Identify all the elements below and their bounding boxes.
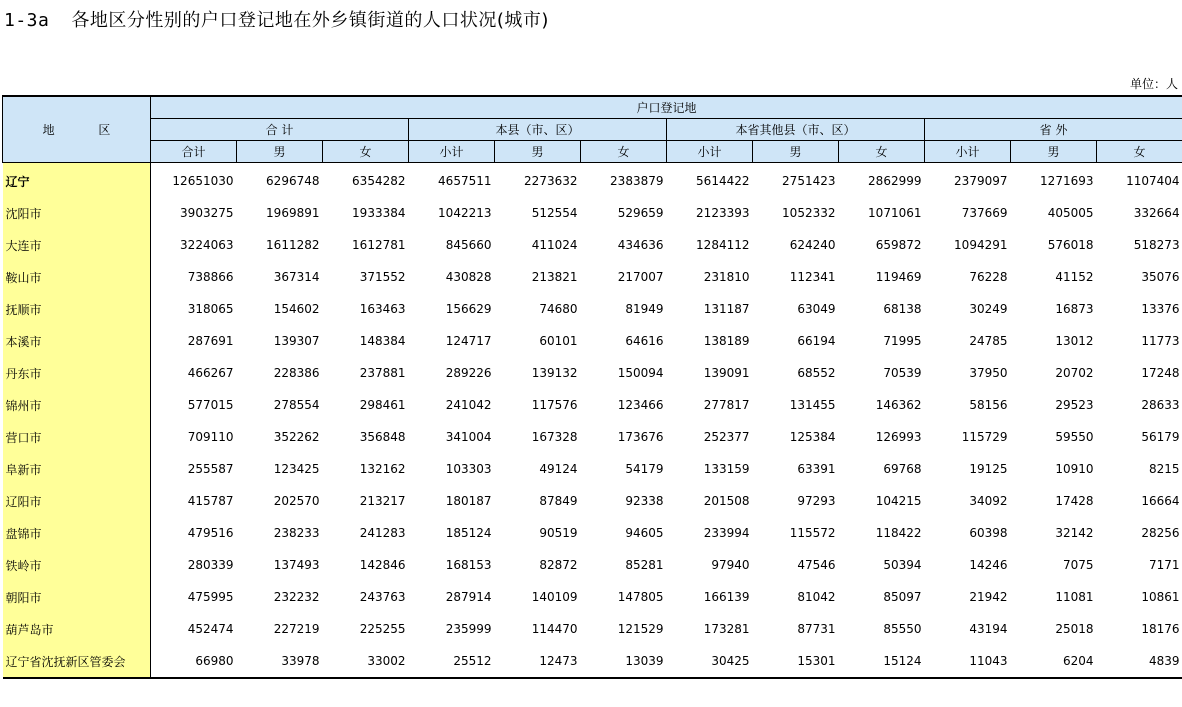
- value-cell: 69768: [883, 462, 922, 476]
- value-cell: 518273: [1133, 238, 1180, 252]
- value-cell: 1933384: [352, 206, 406, 220]
- value-cell: 11081: [1055, 590, 1094, 604]
- value-cell: 318065: [187, 302, 234, 316]
- value-cell: 415787: [187, 494, 234, 508]
- value-cell: 59550: [1055, 430, 1094, 444]
- value-cell: 15124: [839, 645, 925, 678]
- column-header: 男: [495, 141, 581, 163]
- value-cell: 66194: [797, 334, 836, 348]
- value-cell: 845660: [445, 238, 492, 252]
- value-cell: 85281: [625, 558, 664, 572]
- value-cell: 1612781: [352, 238, 406, 252]
- value-cell: 17428: [1055, 494, 1094, 508]
- region-cell: 铁岭市: [3, 549, 151, 581]
- value-cell: 466267: [187, 366, 234, 380]
- table-number: 1-3a: [4, 10, 50, 31]
- value-cell: 81949: [625, 302, 664, 316]
- value-cell: 287691: [187, 334, 234, 348]
- value-cell: 659872: [875, 238, 922, 252]
- table-row: [3, 357, 1182, 389]
- value-cell: 6354282: [352, 174, 406, 188]
- table-row: [3, 197, 1182, 229]
- value-cell: 34092: [969, 494, 1008, 508]
- value-cell: 232232: [273, 590, 320, 604]
- value-cell: 352262: [273, 430, 320, 444]
- table-row: [3, 293, 1182, 325]
- value-cell: 213821: [531, 270, 578, 284]
- value-cell: 154602: [273, 302, 320, 316]
- value-cell: 17248: [1141, 366, 1180, 380]
- value-cell: 118422: [875, 526, 922, 540]
- table-row: [3, 163, 1182, 198]
- value-cell: 85097: [883, 590, 922, 604]
- value-cell: 13012: [1055, 334, 1094, 348]
- value-cell: 25512: [409, 645, 495, 678]
- value-cell: 103303: [445, 462, 492, 476]
- value-cell: 50394: [883, 558, 922, 572]
- value-cell: 1271693: [1040, 174, 1094, 188]
- value-cell: 166139: [703, 590, 750, 604]
- region-cell: 营口市: [3, 421, 151, 453]
- value-cell: 156629: [445, 302, 492, 316]
- value-cell: 4839: [1097, 645, 1182, 678]
- value-cell: 131187: [703, 302, 750, 316]
- value-cell: 115572: [789, 526, 836, 540]
- subgroup-header-total: 合 计: [151, 119, 409, 141]
- region-cell: 丹东市: [3, 357, 151, 389]
- value-cell: 233994: [703, 526, 750, 540]
- table-row: [3, 613, 1182, 645]
- value-cell: 405005: [1047, 206, 1094, 220]
- value-cell: 66980: [151, 645, 237, 678]
- value-cell: 6296748: [266, 174, 320, 188]
- value-cell: 60398: [969, 526, 1008, 540]
- value-cell: 243763: [359, 590, 406, 604]
- value-cell: 133159: [703, 462, 750, 476]
- value-cell: 117576: [531, 398, 578, 412]
- value-cell: 479516: [187, 526, 234, 540]
- table-body: [3, 163, 1182, 679]
- table-row: [3, 325, 1182, 357]
- value-cell: 529659: [617, 206, 664, 220]
- value-cell: 132162: [359, 462, 406, 476]
- value-cell: 577015: [187, 398, 234, 412]
- value-cell: 217007: [617, 270, 664, 284]
- value-cell: 12651030: [172, 174, 234, 188]
- value-cell: 4657511: [438, 174, 492, 188]
- region-cell: 辽宁省沈抚新区管委会: [3, 645, 151, 678]
- value-cell: 112341: [789, 270, 836, 284]
- page-title: [4, 6, 549, 32]
- value-cell: 3224063: [180, 238, 234, 252]
- value-cell: 277817: [703, 398, 750, 412]
- value-cell: 18176: [1141, 622, 1180, 636]
- value-cell: 1611282: [266, 238, 320, 252]
- value-cell: 3903275: [180, 206, 234, 220]
- table-row: [3, 453, 1182, 485]
- value-cell: 12473: [495, 645, 581, 678]
- column-header: 合计: [151, 141, 237, 163]
- region-cell: 锦州市: [3, 389, 151, 421]
- value-cell: 228386: [273, 366, 320, 380]
- value-cell: 10910: [1055, 462, 1094, 476]
- region-header: 地 区: [3, 96, 151, 163]
- column-header: 小计: [667, 141, 753, 163]
- value-cell: 1071061: [868, 206, 922, 220]
- value-cell: 123425: [273, 462, 320, 476]
- value-cell: 213217: [359, 494, 406, 508]
- value-cell: 29523: [1055, 398, 1094, 412]
- value-cell: 71995: [883, 334, 922, 348]
- region-cell: 鞍山市: [3, 261, 151, 293]
- table-row: [3, 485, 1182, 517]
- value-cell: 76228: [969, 270, 1008, 284]
- value-cell: 115729: [961, 430, 1008, 444]
- value-cell: 104215: [875, 494, 922, 508]
- value-cell: 139091: [703, 366, 750, 380]
- value-cell: 2379097: [954, 174, 1008, 188]
- value-cell: 16873: [1055, 302, 1094, 316]
- value-cell: 624240: [789, 238, 836, 252]
- value-cell: 1107404: [1126, 174, 1180, 188]
- value-cell: 2383879: [610, 174, 664, 188]
- value-cell: 82872: [539, 558, 578, 572]
- region-cell: 辽阳市: [3, 485, 151, 517]
- value-cell: 19125: [969, 462, 1008, 476]
- value-cell: 68138: [883, 302, 922, 316]
- value-cell: 167328: [531, 430, 578, 444]
- value-cell: 201508: [703, 494, 750, 508]
- value-cell: 430828: [445, 270, 492, 284]
- value-cell: 173676: [617, 430, 664, 444]
- value-cell: 121529: [617, 622, 664, 636]
- value-cell: 7075: [1062, 558, 1094, 572]
- value-cell: 124717: [445, 334, 492, 348]
- value-cell: 138189: [703, 334, 750, 348]
- value-cell: 146362: [875, 398, 922, 412]
- value-cell: 140109: [531, 590, 578, 604]
- value-cell: 185124: [445, 526, 492, 540]
- value-cell: 1094291: [954, 238, 1008, 252]
- subgroup-header-other-county: 本省其他县（市、区）: [667, 119, 925, 141]
- value-cell: 737669: [961, 206, 1008, 220]
- value-cell: 24785: [969, 334, 1008, 348]
- column-header: 男: [237, 141, 323, 163]
- value-cell: 475995: [187, 590, 234, 604]
- value-cell: 139132: [531, 366, 578, 380]
- value-cell: 90519: [539, 526, 578, 540]
- population-table: [2, 95, 1182, 679]
- value-cell: 43194: [969, 622, 1008, 636]
- value-cell: 74680: [539, 302, 578, 316]
- table-row: [3, 421, 1182, 453]
- value-cell: 356848: [359, 430, 406, 444]
- column-header: 女: [839, 141, 925, 163]
- value-cell: 33002: [323, 645, 409, 678]
- value-cell: 92338: [625, 494, 664, 508]
- value-cell: 173281: [703, 622, 750, 636]
- value-cell: 87849: [539, 494, 578, 508]
- value-cell: 168153: [445, 558, 492, 572]
- table-header: [3, 96, 1182, 163]
- value-cell: 63049: [797, 302, 836, 316]
- value-cell: 32142: [1055, 526, 1094, 540]
- table-row: [3, 261, 1182, 293]
- value-cell: 114470: [531, 622, 578, 636]
- value-cell: 148384: [359, 334, 406, 348]
- value-cell: 147805: [617, 590, 664, 604]
- value-cell: 94605: [625, 526, 664, 540]
- value-cell: 119469: [875, 270, 922, 284]
- value-cell: 237881: [359, 366, 406, 380]
- value-cell: 56179: [1141, 430, 1180, 444]
- value-cell: 15301: [753, 645, 839, 678]
- value-cell: 2123393: [696, 206, 750, 220]
- value-cell: 28256: [1141, 526, 1180, 540]
- value-cell: 1969891: [266, 206, 320, 220]
- value-cell: 241283: [359, 526, 406, 540]
- value-cell: 371552: [359, 270, 406, 284]
- table-row: [3, 645, 1182, 678]
- subgroup-header-same-county: 本县（市、区）: [409, 119, 667, 141]
- value-cell: 1052332: [782, 206, 836, 220]
- region-cell: 辽宁: [3, 163, 151, 198]
- column-header: 女: [323, 141, 409, 163]
- value-cell: 241042: [445, 398, 492, 412]
- value-cell: 70539: [883, 366, 922, 380]
- value-cell: 180187: [445, 494, 492, 508]
- value-cell: 1284112: [696, 238, 750, 252]
- table-row: [3, 517, 1182, 549]
- value-cell: 25018: [1055, 622, 1094, 636]
- value-cell: 11773: [1141, 334, 1180, 348]
- value-cell: 28633: [1141, 398, 1180, 412]
- value-cell: 64616: [625, 334, 664, 348]
- value-cell: 68552: [797, 366, 836, 380]
- region-cell: 大连市: [3, 229, 151, 261]
- value-cell: 21942: [969, 590, 1008, 604]
- region-cell: 葫芦岛市: [3, 613, 151, 645]
- region-cell: 沈阳市: [3, 197, 151, 229]
- value-cell: 30425: [667, 645, 753, 678]
- group-header: 户口登记地: [151, 96, 1182, 119]
- value-cell: 231810: [703, 270, 750, 284]
- column-header: 女: [581, 141, 667, 163]
- value-cell: 6204: [1011, 645, 1097, 678]
- region-cell: 盘锦市: [3, 517, 151, 549]
- value-cell: 37950: [969, 366, 1008, 380]
- value-cell: 131455: [789, 398, 836, 412]
- value-cell: 280339: [187, 558, 234, 572]
- value-cell: 10861: [1141, 590, 1180, 604]
- value-cell: 411024: [531, 238, 578, 252]
- value-cell: 5614422: [696, 174, 750, 188]
- value-cell: 33978: [237, 645, 323, 678]
- column-header: 小计: [925, 141, 1011, 163]
- value-cell: 452474: [187, 622, 234, 636]
- value-cell: 47546: [797, 558, 836, 572]
- value-cell: 278554: [273, 398, 320, 412]
- column-header: 小计: [409, 141, 495, 163]
- value-cell: 30249: [969, 302, 1008, 316]
- region-cell: 阜新市: [3, 453, 151, 485]
- value-cell: 287914: [445, 590, 492, 604]
- table-row: [3, 389, 1182, 421]
- subgroup-header-other-province: 省 外: [925, 119, 1182, 141]
- value-cell: 2273632: [524, 174, 578, 188]
- value-cell: 137493: [273, 558, 320, 572]
- value-cell: 126993: [875, 430, 922, 444]
- value-cell: 227219: [273, 622, 320, 636]
- value-cell: 13039: [581, 645, 667, 678]
- value-cell: 97940: [711, 558, 750, 572]
- value-cell: 63391: [797, 462, 836, 476]
- value-cell: 16664: [1141, 494, 1180, 508]
- value-cell: 85550: [883, 622, 922, 636]
- column-header: 男: [1011, 141, 1097, 163]
- value-cell: 738866: [187, 270, 234, 284]
- region-cell: 本溪市: [3, 325, 151, 357]
- value-cell: 97293: [797, 494, 836, 508]
- value-cell: 341004: [445, 430, 492, 444]
- value-cell: 7171: [1149, 558, 1180, 572]
- value-cell: 35076: [1141, 270, 1180, 284]
- value-cell: 225255: [359, 622, 406, 636]
- value-cell: 512554: [531, 206, 578, 220]
- value-cell: 298461: [359, 398, 406, 412]
- value-cell: 150094: [617, 366, 664, 380]
- table-row: [3, 581, 1182, 613]
- value-cell: 20702: [1055, 366, 1094, 380]
- value-cell: 125384: [789, 430, 836, 444]
- unit-label: 单位：人: [1129, 77, 1178, 91]
- value-cell: 13376: [1141, 302, 1180, 316]
- value-cell: 252377: [703, 430, 750, 444]
- column-header: 女: [1097, 141, 1182, 163]
- value-cell: 289226: [445, 366, 492, 380]
- value-cell: 255587: [187, 462, 234, 476]
- region-cell: 抚顺市: [3, 293, 151, 325]
- value-cell: 332664: [1133, 206, 1180, 220]
- value-cell: 41152: [1055, 270, 1094, 284]
- value-cell: 81042: [797, 590, 836, 604]
- value-cell: 576018: [1047, 238, 1094, 252]
- value-cell: 2751423: [782, 174, 836, 188]
- value-cell: 60101: [539, 334, 578, 348]
- value-cell: 434636: [617, 238, 664, 252]
- value-cell: 8215: [1149, 462, 1180, 476]
- value-cell: 87731: [797, 622, 836, 636]
- region-cell: 朝阳市: [3, 581, 151, 613]
- value-cell: 238233: [273, 526, 320, 540]
- value-cell: 202570: [273, 494, 320, 508]
- value-cell: 11043: [925, 645, 1011, 678]
- value-cell: 139307: [273, 334, 320, 348]
- table-title: 各地区分性别的户口登记地在外乡镇街道的人口状况(城市): [71, 10, 549, 31]
- value-cell: 709110: [187, 430, 234, 444]
- value-cell: 58156: [969, 398, 1008, 412]
- value-cell: 123466: [617, 398, 664, 412]
- value-cell: 2862999: [868, 174, 922, 188]
- value-cell: 163463: [359, 302, 406, 316]
- value-cell: 54179: [625, 462, 664, 476]
- value-cell: 235999: [445, 622, 492, 636]
- table-row: [3, 229, 1182, 261]
- value-cell: 1042213: [438, 206, 492, 220]
- column-header: 男: [753, 141, 839, 163]
- value-cell: 14246: [969, 558, 1008, 572]
- value-cell: 142846: [359, 558, 406, 572]
- value-cell: 49124: [539, 462, 578, 476]
- value-cell: 367314: [273, 270, 320, 284]
- table-row: [3, 549, 1182, 581]
